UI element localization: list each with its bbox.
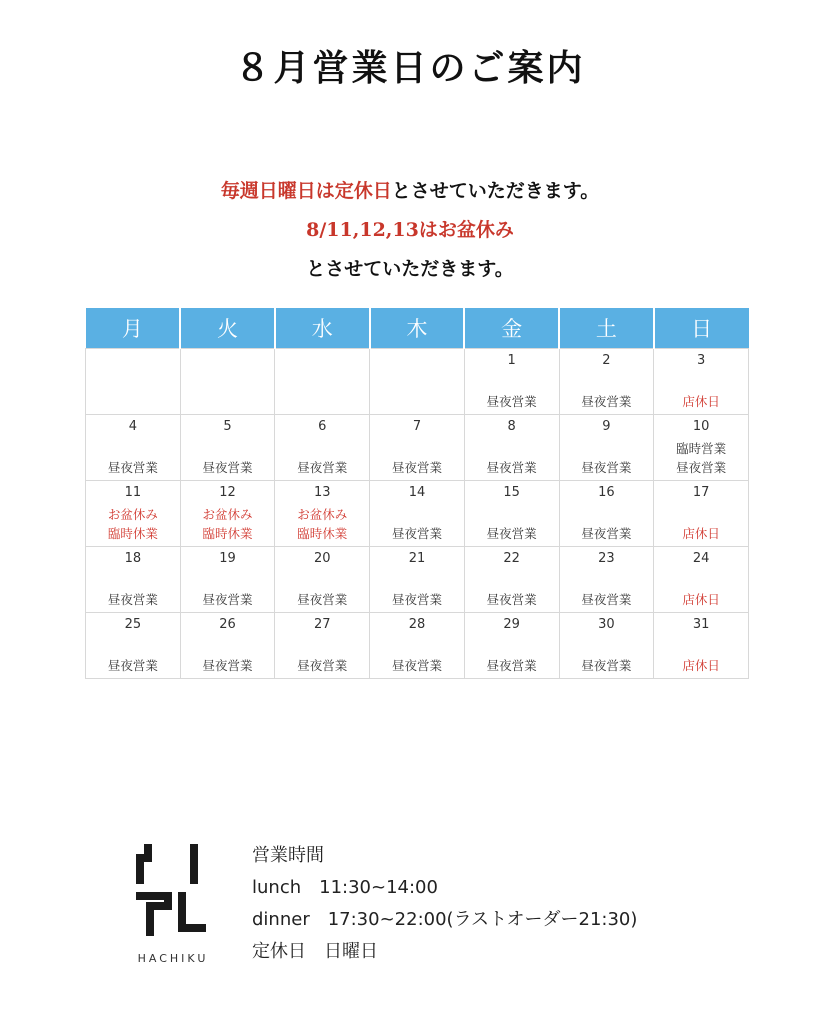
day-status [560,524,654,543]
business-hours [252,840,637,968]
day-number: 19 [219,551,236,566]
day-number: 10 [692,419,710,434]
day-status [560,392,654,411]
day-status [181,505,275,543]
day-status [465,458,559,477]
closed-status-label: お盆休み [297,507,348,522]
open-status-label: 昼夜営業 [202,460,253,475]
day-status [654,590,748,609]
weekday-tue: 火 [180,308,275,349]
day-number: 16 [598,485,615,500]
day-status [370,524,464,543]
hachiku-logo [136,840,206,940]
calendar-day-cell [86,415,181,481]
open-status-label: 昼夜営業 [391,460,442,475]
day-number: 26 [219,617,236,632]
day-status [465,524,559,543]
day-status [560,656,654,675]
day-status [86,505,180,543]
calendar-day-cell [464,547,559,613]
day-number: 25 [124,617,142,632]
calendar-day-cell [464,481,559,547]
calendar-empty-cell [275,349,370,415]
notice-line-3: とさせていただきます。 [306,258,514,280]
calendar-day-cell [559,547,654,613]
logo-wordmark: HACHIKU [137,952,209,965]
closed-status-label: 店休日 [682,526,720,541]
weekday-wed: 水 [275,308,370,349]
calendar-day-cell [86,481,181,547]
day-number: 30 [598,617,615,632]
calendar-empty-cell [180,349,275,415]
day-status [370,458,464,477]
open-status-label: 昼夜営業 [486,658,537,673]
weekday-header-row [86,308,749,349]
day-number: 18 [124,551,142,566]
weekday-fri: 金 [464,308,559,349]
day-status [181,590,275,609]
business-calendar [85,308,749,679]
closed-status-label: 臨時休業 [107,526,158,541]
day-number: 28 [408,617,426,632]
calendar-empty-cell [370,349,465,415]
open-status-label: 臨時営業 [676,441,727,456]
obon-holiday-text: 8/11,12,13はお盆休み [306,219,514,241]
day-number: 27 [313,617,331,632]
open-status-label: 昼夜営業 [486,460,537,475]
calendar-day-cell [654,481,749,547]
open-status-label: 昼夜営業 [391,592,442,607]
dinner-hours: dinner 17:30~22:00(ラストオーダー21:30) [252,909,638,930]
day-number: 24 [692,551,710,566]
weekday-sun: 日 [654,308,749,349]
open-status-label: 昼夜営業 [297,460,348,475]
day-number: 2 [602,353,611,368]
calendar-week-row [86,613,749,679]
calendar-body [86,349,749,679]
day-number: 7 [412,419,422,434]
day-number [86,353,180,369]
calendar-day-cell [275,415,370,481]
calendar-day-cell [180,613,275,679]
day-status [86,656,180,675]
lunch-hours: lunch 11:30~14:00 [252,877,438,898]
closed-status-label: 店休日 [682,658,720,673]
calendar-day-cell [370,481,465,547]
closed-status-label: お盆休み [202,507,253,522]
calendar-day-cell [464,415,559,481]
open-status-label: 昼夜営業 [107,658,158,673]
open-status-label: 昼夜営業 [107,592,158,607]
day-status [465,392,559,411]
day-status [181,656,275,675]
calendar-week-row [86,481,749,547]
closed-status-label: 店休日 [682,592,720,607]
day-number: 23 [598,551,615,566]
day-status [275,656,369,675]
calendar-week-row [86,415,749,481]
day-number: 6 [318,419,327,434]
calendar-day-cell [370,613,465,679]
open-status-label: 昼夜営業 [486,592,537,607]
day-number: 31 [692,617,710,632]
open-status-label: 昼夜営業 [391,526,442,541]
calendar-day-cell [86,547,181,613]
calendar-day-cell [654,613,749,679]
day-number: 4 [128,419,137,434]
day-number: 12 [219,485,236,500]
day-status [465,590,559,609]
calendar-week-row [86,547,749,613]
calendar-day-cell [370,547,465,613]
notice-line-1-rest: とさせていただきます。 [391,180,600,202]
calendar-day-cell [370,415,465,481]
day-status [86,590,180,609]
calendar-empty-cell [86,349,181,415]
open-status-label: 昼夜営業 [486,394,537,409]
day-number: 8 [507,419,516,434]
calendar-day-cell [275,547,370,613]
day-status [654,392,748,411]
day-status [465,656,559,675]
open-status-label: 昼夜営業 [297,658,348,673]
open-status-label: 昼夜営業 [391,658,442,673]
calendar-day-cell [180,481,275,547]
day-status [275,590,369,609]
open-status-label: 昼夜営業 [297,592,348,607]
calendar-day-cell [464,613,559,679]
day-number: 9 [602,419,611,434]
day-number [275,353,369,369]
closed-status-label: 臨時休業 [297,526,348,541]
hours-title: 営業時間 [252,845,324,866]
calendar-day-cell [654,547,749,613]
calendar-day-cell [464,349,559,415]
weekday-sat: 土 [559,308,654,349]
calendar-day-cell [559,415,654,481]
calendar-day-cell [559,481,654,547]
day-number: 14 [408,485,426,500]
day-status [560,458,654,477]
calendar-week-row [86,349,749,415]
day-number [181,353,275,369]
calendar-day-cell [86,613,181,679]
notice-line-1 [0,176,820,203]
day-status [275,505,369,543]
day-number: 13 [313,485,331,500]
day-number: 17 [692,485,710,500]
open-status-label: 昼夜営業 [107,460,158,475]
day-number: 1 [507,353,516,368]
open-status-label: 昼夜営業 [486,526,537,541]
calendar-day-cell [180,415,275,481]
weekday-thu: 木 [370,308,465,349]
day-status [654,656,748,675]
day-number: 3 [696,353,706,368]
open-status-label: 昼夜営業 [581,658,632,673]
day-number: 22 [503,551,520,566]
page-title: ８月営業日のご案内 [234,47,586,89]
day-number: 21 [408,551,426,566]
day-number [370,353,464,369]
day-status [181,458,275,477]
regular-holiday: 定休日 日曜日 [252,941,378,962]
open-status-label: 昼夜営業 [581,394,632,409]
closed-status-label: お盆休み [107,507,158,522]
day-status [654,524,748,543]
day-number: 20 [313,551,331,566]
calendar-day-cell [275,481,370,547]
day-status [275,458,369,477]
calendar-day-cell [654,415,749,481]
calendar-day-cell [559,349,654,415]
calendar-day-cell [654,349,749,415]
open-status-label: 昼夜営業 [581,460,632,475]
day-status [370,656,464,675]
day-status [370,590,464,609]
closed-status-label: 店休日 [682,394,720,409]
open-status-label: 昼夜営業 [676,460,727,475]
open-status-label: 昼夜営業 [202,658,253,673]
calendar-day-cell [180,547,275,613]
day-number: 15 [503,485,520,500]
open-status-label: 昼夜営業 [202,592,253,607]
day-number: 5 [223,419,232,434]
day-number: 11 [124,485,142,500]
open-status-label: 昼夜営業 [581,592,632,607]
day-status [86,458,180,477]
calendar-day-cell [559,613,654,679]
weekday-mon: 月 [86,308,181,349]
day-status [654,439,748,477]
closed-status-label: 臨時休業 [202,526,253,541]
day-status [560,590,654,609]
open-status-label: 昼夜営業 [581,526,632,541]
day-number: 29 [503,617,520,632]
calendar-day-cell [275,613,370,679]
regular-holiday-text: 毎週日曜日は定休日 [220,180,392,202]
